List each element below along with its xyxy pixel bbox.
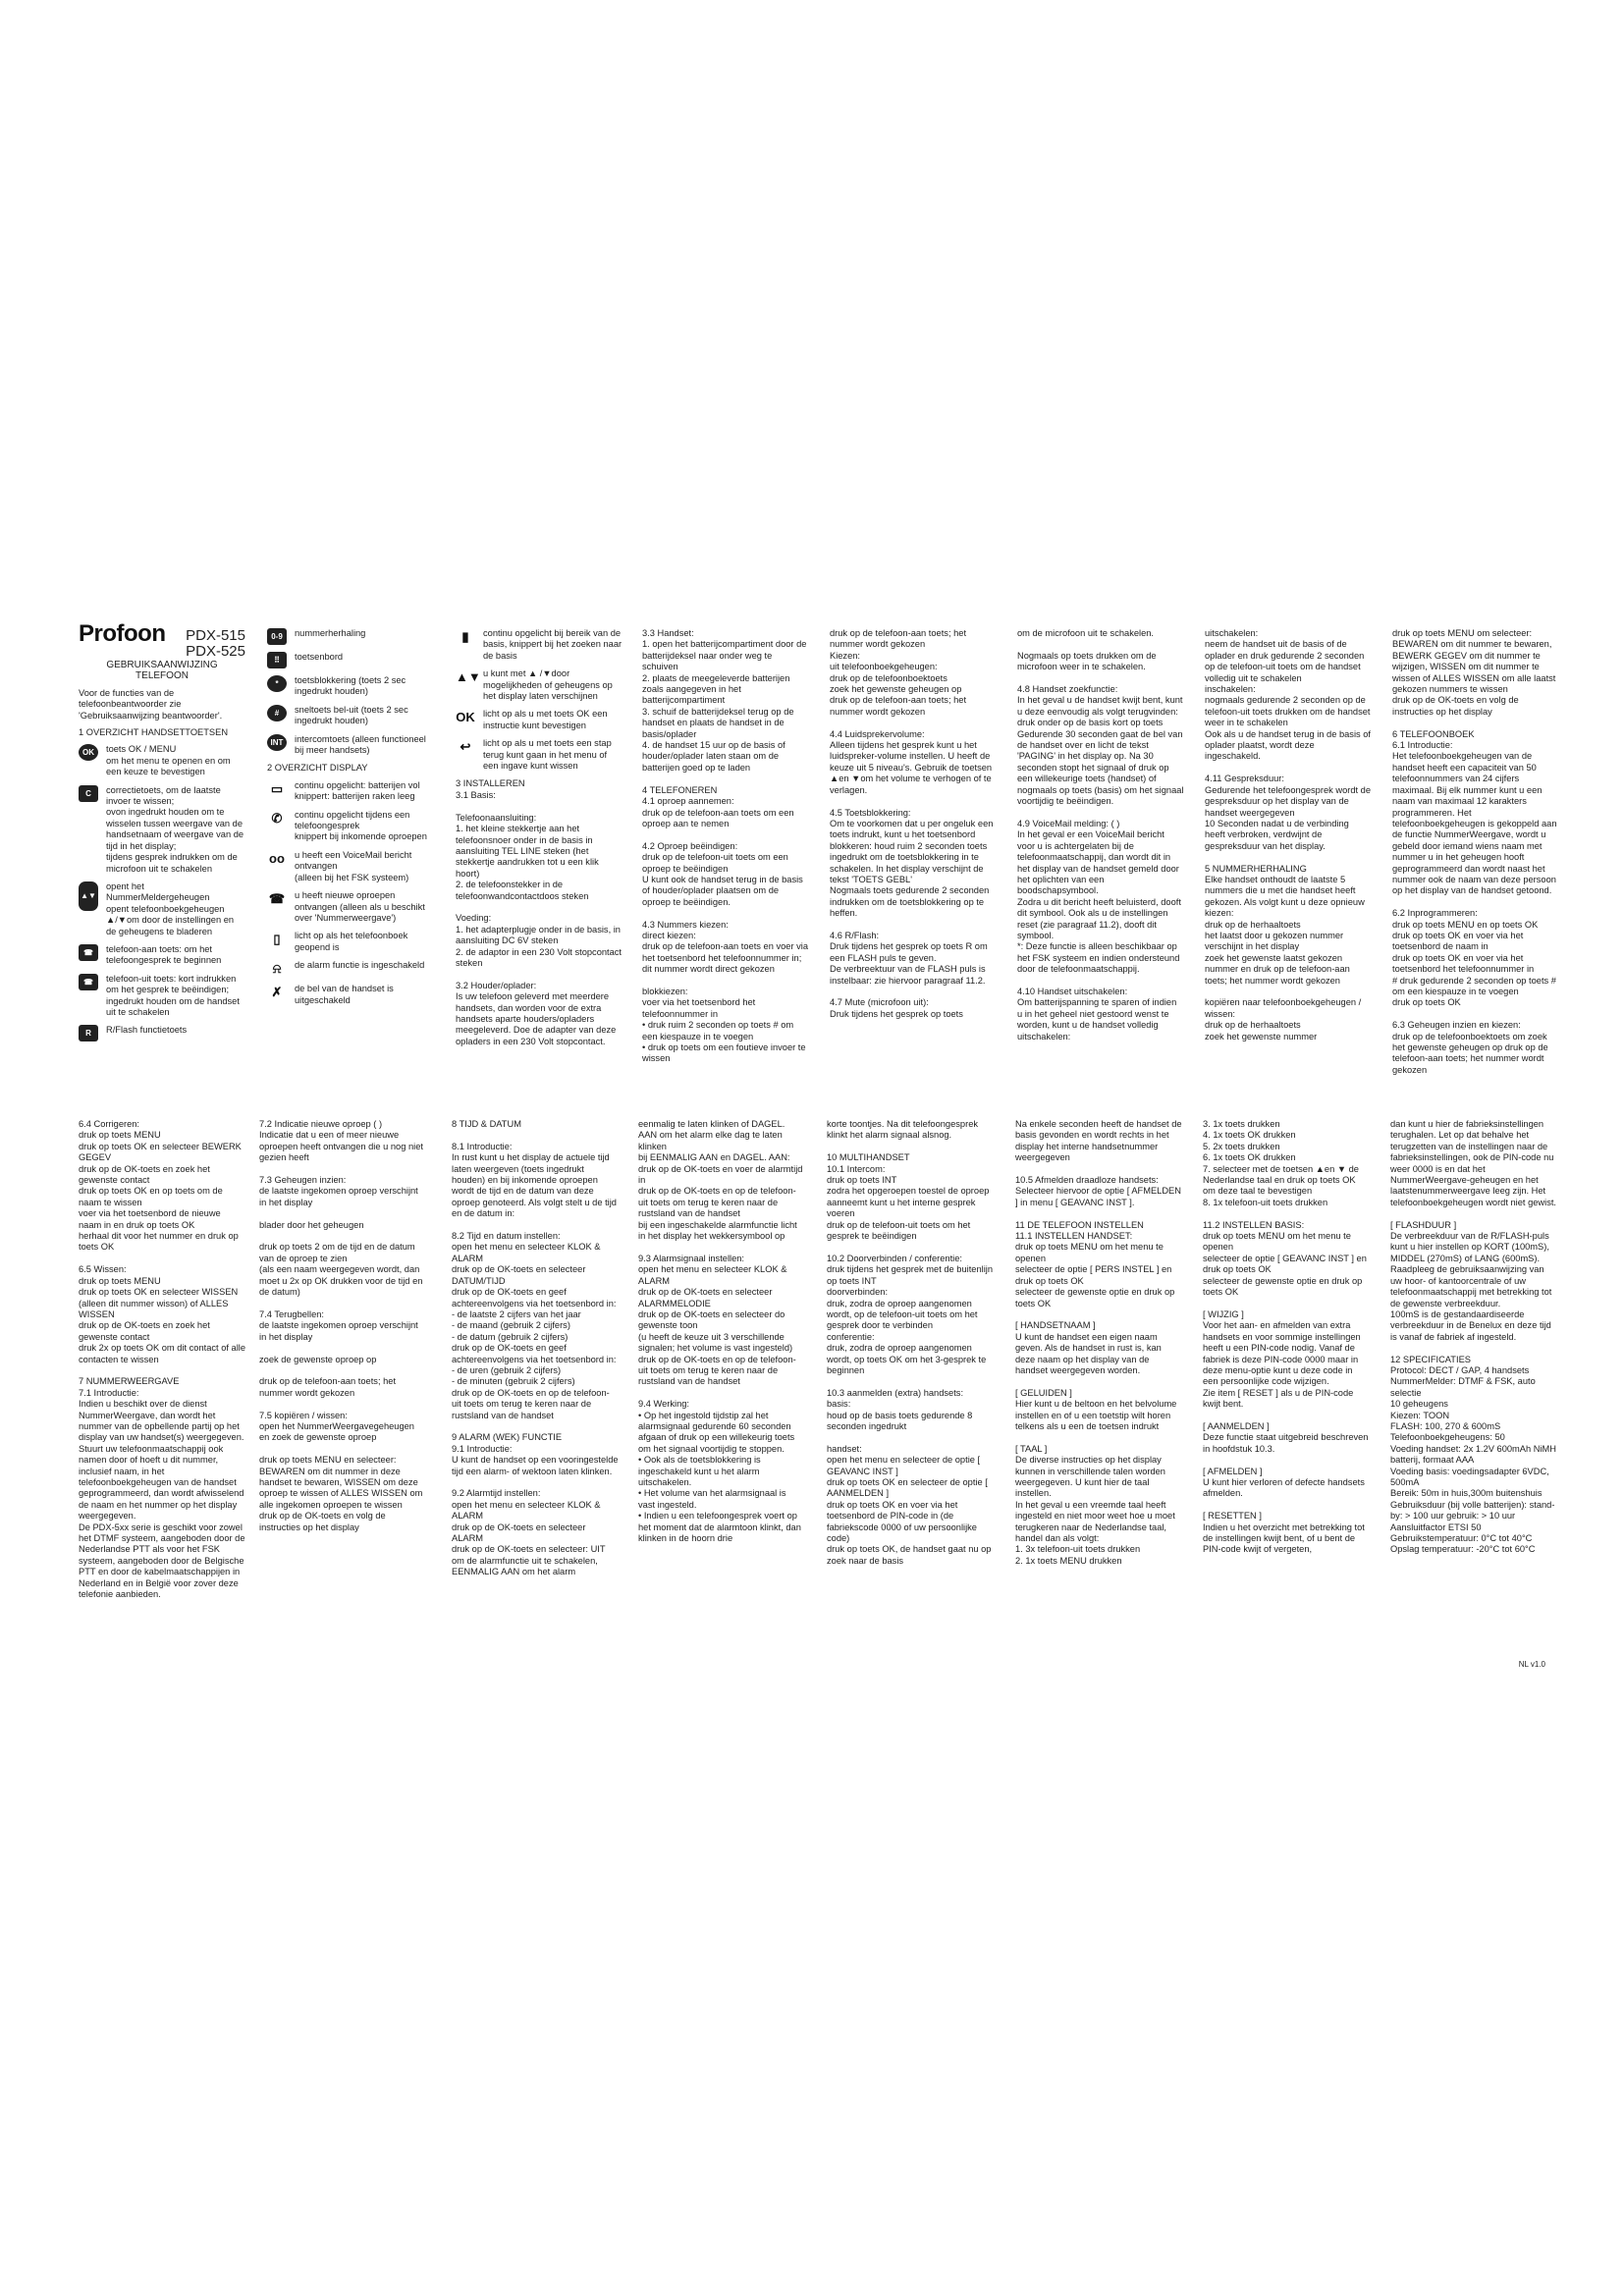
bottom-column-2 [259, 1119, 426, 1539]
intercom-key-icon: INT [267, 734, 287, 751]
column-text: druk op de telefoon-aan toets; het nummer wordt gekozen Kiezen: uit telefoonboekgeheugen: druk op de telefoonboektoets zoek het gewenste geheugen op druk op de telefoon-aan toets; het nummer wordt gekozen 4.4 Luidsprekervolume: Alleen tijdens het gesprek kunt u het luidspreker-volume instellen. U heeft de keuze uit 5 niveau's. Gebruik de toetsen ▲en ▼om het volume te verhogen of te verlagen. 4.5 Toetsblokkering: Om te voorkomen dat u per ongeluk een toets indrukt, kunt u het toetsenbord blokkeren: houd ruim 2 seconden toets ingedrukt om de toetsblokkering in te schakelen. In het display verschijnt de tekst 'TOETS GEBL' Nogmaals toets gedurende 2 seconden indrukken om de toetsblokkering op te heffen. 4.6 R/Flash: Druk tijdens het gesprek op toets R om een FLASH puls te geven. De verbreektuur van de FLASH puls is instelbaar: zie hiervoor paragraaf 11.2. 4.7 Mute (microfoon uit): Druk tijdens het gesprek op toets [830, 628, 994, 1019]
display-ok-row [456, 709, 623, 731]
bottom-column-6 [1015, 1119, 1182, 1573]
ringer-off-icon: ✗ [271, 985, 283, 1000]
model-1: PDX-515 [186, 627, 245, 644]
display-range-row [456, 628, 623, 662]
keypad-row [267, 652, 434, 668]
key-description: intercomtoets (alleen functioneel bij meer handsets) [295, 733, 426, 756]
doc-title: GEBRUIKSAANWIJZING TELEFOON [106, 660, 218, 682]
key-description: sneltoets bel-uit (toets 2 sec ingedrukt houden) [295, 704, 408, 726]
correction-key-icon: C [79, 785, 98, 802]
column-text: dan kunt u hier de fabrieksinstellingen terughalen. Let op dat behalve het terugzetten van de instellingen naar de fabrieksinstellingen, ook de PIN-code nu weer 0000 is en dat het NummerWeergave-geheugen en het laatstenummerweergave leeg zijn. Het telefoonboekgeheugen wordt niet gewist. [ FLASHDUUR ] De verbreekduur van de R/FLASH-puls kunt u hier instellen op KORT (100mS), MIDDEL (270mS) of LANG (600mS). Raadpleeg de gebruiksaanwijzing van uw hoor- of kantoorcentrale of uw telefoonmaatschappij met betrekking tot de gewenste verbreekduur. 100mS is de gestandaardiseerde verbreekduur in de Benelux en deze tijd is vanaf de fabriek af ingesteld. 12 SPECIFICATIES Protocol: DECT / GAP, 4 handsets NummerMelder: DTMF & FSK, auto selectie 10 geheugens Kiezen: TOON FLASH: 100, 270 & 600mS Telefoonboekgeheugens: 50 Voeding handset: 2x 1.2V 600mAh NiMH batterij, formaat AAA Voeding basis: voedingsadapter 6VDC, 500mA Bereik: 50m in huis,300m buitenshuis Gebruiksduur (bij volle batterijen): stand-by: > 100 uur gebruik: > 10 uur Aansluitfactor ETSI 50 Gebruikstemperatuur: 0°C tot 40°C Opslag temperatuur: -20°C tot 60°C [1390, 1119, 1557, 1555]
back-arrow-icon: ↩ [460, 739, 471, 755]
star-key-icon: * [267, 675, 287, 692]
display-battery-row [267, 780, 434, 803]
bottom-column-7 [1203, 1119, 1370, 1562]
key-hangup-row [79, 974, 245, 1019]
display-description: continu opgelicht tijdens een telefoongesprek knippert bij inkomende oproepen [295, 809, 427, 842]
key-navigation-row [79, 881, 245, 937]
up-down-arrows-icon: ▲▼ [456, 669, 481, 685]
top-column-4 [642, 628, 809, 1071]
column-text: uitschakelen: neem de handset uit de basis of de oplader en druk gedurende 2 seconden op de telefoon-uit toets om de handset volledig uit te schakelen inschakelen: nogmaals gedurende 2 seconden op de telefoon-uit toets drukken om de handset weer in te schakelen Ook als u de handset terug in de basis of oplader plaatst, wordt deze ingeschakeld. 4.11 Gespreksduur: Gedurende het telefoongesprek wordt de gespreksduur op het display van de handset weergegeven 10 Seconden nadat u de verbinding heeft verbroken, verdwijnt de gespreksduur van het display. 5 NUMMERHERHALING Elke handset onthoudt de laatste 5 nummers die u met die handset heeft gekozen. Als volgt kunt u deze opnieuw kiezen: druk op de herhaaltoets het laatst door u gekozen nummer verschijnt in het display zoek het gewenste laatst gekozen nummer en druk op de telefoon-aan toets; het nummer wordt gekozen kopiëren naar telefoonboekgeheugen / wissen: druk op de herhaaltoets zoek het gewenste nummer [1205, 628, 1372, 1041]
key-description: telefoon-aan toets: om het telefoongesprek te beginnen [106, 943, 222, 966]
display-description: continu opgelicht bij bereik van de basis, knippert bij het zoeken naar de basis [483, 628, 623, 661]
ok-display-icon: OK [456, 710, 475, 725]
top-column-8 [1392, 628, 1559, 1082]
column-text: Na enkele seconden heeft de handset de basis gevonden en wordt rechts in het display het interne handsetnummer weergegeven 10.5 Afmelden draadloze handsets: Selecteer hiervoor de optie [ AFMELDEN ] in menu [ GEAVANC INST ]. 11 DE TELEFOON INSTELLEN 11.1 INSTELLEN HANDSET: druk op toets MENU om het menu te openen selecteer de optie [ PERS INSTEL ] en druk op toets OK selecteer de gewenste optie en druk op toets OK [ HANDSETNAAM ] U kunt de handset een eigen naam geven. Als de handset in rust is, kan deze naam op het display van de handset weergegeven worden. [ GELUIDEN ] Hier kunt u de beltoon en het belvolume instellen en of u een toetstip wilt horen telkens als u een de toetsen indrukt [ TAAL ] De diverse instructies op het display kunnen in verschillende talen worden weergegeven. U kunt hier de taal instellen. In het geval u een vreemde taal heeft ingesteld en niet moor weet hoe u moet terugkeren naar de Nederlandse taal, handel dan als volgt: 1. 3x telefoon-uit toets drukken 2. 1x toets MENU drukken [1015, 1119, 1182, 1566]
key-ok-row [79, 744, 245, 777]
top-column-6 [1017, 628, 1184, 1048]
voicemail-icon: oo [269, 850, 285, 866]
display-updown-row [456, 668, 623, 702]
display-description: de bel van de handset is uitgeschakeld [295, 984, 394, 1005]
installation-text: 3 INSTALLEREN 3.1 Basis: Telefoonaansluiting: 1. het kleine stekkertje aan het telefoonsnoer onder in de basis in aansluiting TEL LINE steken (het stekkertje aandrukken tot u een klik hoort) 2. de telefoonstekker in de telefoonwandcontactdoos steken Voeding: 1. het adapterplugje onder in de basis, in aansluiting DC 6V steken 2. de adaptor in een 230 Volt stopcontact steken 3.2 Houder/oplader: Is uw telefoon geleverd met meerdere handsets, dan worden voor de extra handsets aparte houders/opladers meegeleverd. Doe de adapter van deze opladers in een 230 Volt stopcontact. [456, 778, 623, 1046]
model-2: PDX-525 [186, 643, 245, 660]
column-text: eenmalig te laten klinken of DAGEL. AAN om het alarm elke dag te laten klinken bij EENMALIG AAN en DAGEL. AAN: druk op de OK-toets en voer de alarmtijd in druk op de OK-toets en op de telefoon-uit toets om terug te keren naar de rustsland van de handset bij een ingeschakelde alarmfunctie licht in het display het wekkersymbool op 9.3 Alarmsignaal instellen: open het menu en selecteer KLOK & ALARM druk op de OK-toets en selecteer ALARMMELODIE druk op de OK-toets en selecteer do gewenste toon (u heeft de keuze uit 3 verschillende signalen; het volume is vast ingesteld) druk op de OK-toets en op de telefoon-uit toets om terug te keren naar de rustsland van de handset 9.4 Werking: • Op het ingestold tijdstip zal het alarmsignaal gedurende 60 seconden afgaan of druk op een willekeurig toets om het signaal voortijdig te stoppen. • Ook als de toetsblokkering is ingeschakeld kunt u het alarm uitschakelen. • Het volume van het alarmsignaal is vast ingesteld. • Indien u een telefoongesprek voert op het moment dat de alarmtoon klinkt, dan klinken in de hoorn drie [638, 1119, 803, 1544]
redial-row [267, 628, 434, 645]
display-back-row [456, 738, 623, 772]
top-column-7 [1205, 628, 1372, 1048]
top-column-5 [830, 628, 997, 1026]
top-sheet [0, 620, 1624, 1129]
display-description: licht op als u met toets een stap terug kunt gaan in het menu of een ingave kunt wissen [483, 738, 612, 772]
column-text: 6.4 Corrigeren: druk op toets MENU druk op toets OK en selecteer BEWERK GEGEV druk op de OK-toets en zoek het gewenste contact druk op toets OK en op toets om de naam te wissen voer via het toetsenbord de nieuwe naam in en druk op toets OK herhaal dit voor het nummer en druk op toets OK 6.5 Wissen: druk op toets MENU druk op toets OK en selecteer WISSEN (alleen dit nummer wisson) of ALLES WISSEN druk op de OK-toets en zoek het gewenste contact druk 2x op toets OK om dit contact of alle contacten te wissen 7 NUMMERWEERGAVE 7.1 Introductie: Indien u beschikt over de dienst NummerWeergave, dan wordt het nummer van de opbellende partij op het display van uw handset(s) weergegeven. Stuurt uw telefoonmaatschappij ook namen door of hoeft u dit nummer, inclusief naam, in het telefoonboekgeheugen van de handset geprogrammeerd, dan wordt afwisselend de naam en het nummer op het display weergegeven. De PDX-5xx serie is geschikt voor zowel het DTMF systeem, aangeboden door de Nederlandse PTT als voor het FSK systeem, aangeboden door de Belgische PTT en door de kabelmaatschappijen in Nederland en in België voor zover deze telefonie aanbieden. [79, 1119, 246, 1600]
signal-icon: ▮ [461, 629, 469, 644]
key-description: nummerherhaling [295, 628, 366, 638]
display-description: u heeft een VoiceMail bericht ontvangen (alleen bij het FSK systeem) [295, 849, 412, 882]
key-description: R/Flash functietoets [106, 1025, 188, 1036]
redial-key-icon: 0-9 [267, 628, 287, 645]
key-flash-row [79, 1025, 245, 1041]
key-description: telefoon-uit toets: kort indrukken om het gesprek te beëindigen; ingedrukt houden om de handset uit te schakelen [106, 973, 240, 1017]
display-call-row [267, 810, 434, 843]
column-text: 8 TIJD & DATUM 8.1 Introductie: In rust kunt u het display de actuele tijd laten weergeven (toets ingedrukt houden) en bij inkomende oproepen wordt de tijd en de datum van deze oproep genoteerd. Als volgt stelt u de tijd en de datum in: 8.2 Tijd en datum instellen: open het menu en selecteer KLOK & ALARM druk op de OK-toets en selecteer DATUM/TIJD druk op de OK-toets en geef achtereenvolgens via het toetsenbord in: - de laatste 2 cijfers van het jaar - de maand (gebruik 2 cijfers) - de datum (gebruik 2 cijfers) druk op de OK-toets en geef achtereenvolgens via het toetsenbord in: - de uren (gebruik 2 cijfers) - de minuten (gebruik 2 cijfers) druk op de OK-toets en op de telefoon-uit toets om terug te keren naar de rustsland van de handset 9 ALARM (WEK) FUNCTIE 9.1 Introductie: U kunt de handset op een vooringestelde tijd een alarm- of wektoon laten klinken. 9.2 Alarmtijd instellen: open het menu en selecteer KLOK & ALARM druk op de OK-toets en selecteer ALARM druk op de OK-toets en selecteer: UIT om de alarmfunctie uit te schakelen, EENMALIG AAN om het alarm [452, 1119, 619, 1577]
display-phonebook-row [267, 931, 434, 953]
key-call-row [79, 944, 245, 967]
handset-icon: ✆ [271, 810, 283, 826]
battery-icon: ▭ [270, 780, 284, 796]
brand-logo: Profoon [79, 620, 166, 647]
column-text: om de microfoon uit te schakelen. Nogmaals op toets drukken om de microfoon weer in te schakelen. 4.8 Handset zoekfunctie: In het geval u de handset kwijt bent, kunt u deze eenvoudig als volgt terugvinden: druk onder op de basis kort op toets Gedurende 30 seconden gaat de bel van de handset over en licht de tekst 'PAGING' in het display op. Na 30 seconden stopt het signaal of druk op een willekeurige toets (handset) of nogmaals op toets (basis) om het signaal voortijdig te beëindigen. 4.9 VoiceMail melding: ( ) In het geval er een VoiceMail bericht voor u is achtergelaten bij de telefoonmaatschappij, dan wordt dit in het display van de handset gemeld door het oplichten van een boodschapsymbool. Zodra u dit bericht heeft beluisterd, dooft dit symbool. Ook als u de instellingen reset (zie paragraaf 11.2), dooft dit symbool. *: Deze functie is alleen beschikbaar op het FSK systeem en indien ondersteund door de telefoonmaatschappij. 4.10 Handset uitschakelen: Om batterijspanning te sparen of indien u in het geheel niet gestoord wenst te worden, kunt u de handset volledig uitschakelen: [1017, 628, 1184, 1041]
key-description: opent het NummerMeldergeheugen opent telefoonboekgeheugen ▲/▼om door de instellingen en de geheugens te bladeren [106, 881, 235, 936]
hash-key-icon: # [267, 705, 287, 721]
ok-key-icon: OK [79, 744, 98, 761]
phone-off-key-icon: ☎ [79, 974, 98, 990]
display-description: licht op als u met toets OK een instructie kunt bevestigen [483, 709, 608, 730]
bottom-column-1 [79, 1119, 245, 1606]
column-text: 3. 1x toets drukken 4. 1x toets OK drukken 5. 2x toets drukken 6. 1x toets OK drukken 7. selecteer met de toetsen ▲en ▼ de Nederlandse taal en druk op toets OK om deze taal te bevestigen 8. 1x telefoon-uit toets drukken 11.2 INSTELLEN BASIS: druk op toets MENU om het menu te openen selecteer de optie [ GEAVANC INST ] en druk op toets OK selecteer de gewenste optie en druk op toets OK [ WIJZIG ] Voor het aan- en afmelden van extra handsets en voor sommige instellingen heeft u een PIN-code nodig. Vanaf de fabriek is deze PIN-code 0000 maar in deze menu-optie kunt u deze code in een persoonlijke code wijzigen. Zie item [ RESET ] als u de PIN-code kwijt bent. [ AANMELDEN ] Deze functie staat uitgebreid beschreven in hoofdstuk 10.3. [ AFMELDEN ] U kunt hier verloren of defecte handsets afmelden. [ RESETTEN ] Indien u het overzicht met betrekking tot de instellingen kwijt bent, of u bent de PIN-code kwijt of vergeten, [1203, 1119, 1369, 1555]
key-description: toets OK / MENU om het menu te openen en om een keuze te bevestigen [106, 744, 231, 777]
display-description: u heeft nieuwe oproepen ontvangen (alleen als u beschikt over 'Nummerweergave') [295, 890, 425, 923]
new-calls-icon: ☎ [268, 891, 286, 907]
display-description: licht op als het telefoonboek geopend is [295, 931, 408, 952]
top-column-1 [79, 620, 245, 1048]
column-text: 7.2 Indicatie nieuwe oproep ( ) Indicatie dat u een of meer nieuwe oproepen heeft ontvangen die u nog niet gezien heeft 7.3 Geheugen inzien: de laatste ingekomen oproep verschijnt in het display blader door het geheugen druk op toets 2 om de tijd en de datum van de oproep te zien (als een naam weergegeven wordt, dan moet u 2x op OK drukken voor de tijd en de datum) 7.4 Terugbellen: de laatste ingekomen oproep verschijnt in het display zoek de gewenste oproep op druk op de telefoon-aan toets; het nummer wordt gekozen 7.5 kopiëren / wissen: open het NummerWeergavegeheugen en zoek de gewenste oproep druk op toets MENU en selecteer: BEWAREN om dit nummer in deze handset te bewaren, WISSEN om deze oproep te wissen of ALLES WISSEN om alle ingekomen oproepen te wissen druk op de OK-toets en volg de instructies op het display [259, 1119, 423, 1532]
bottom-sheet [0, 1119, 1624, 1669]
bottom-column-4 [638, 1119, 805, 1550]
section-heading: 2 OVERZICHT DISPLAY [267, 763, 368, 774]
intercom-row [267, 734, 434, 757]
display-ringer-off-row [267, 984, 434, 1006]
display-voicemail-row [267, 850, 434, 883]
display-description: de alarm functie is ingeschakeld [295, 960, 425, 971]
key-description: correctietoets, om de laatste invoer te wissen; ovon ingedrukt houden om te wisselen tussen weergave van de handsetnaam of weergave van de tijd in het display; tijdens gesprek indrukken om de microfoon uit te schakelen [106, 784, 244, 874]
display-description: u kunt met ▲ /▼door mogelijkheden of geheugens op het display laten verschijnen [483, 668, 613, 702]
top-column-3 [456, 628, 623, 1053]
display-newcalls-row [267, 890, 434, 924]
display-description: continu opgelicht: batterijen vol knippert: batterijen raken leeg [295, 779, 420, 802]
top-column-2 [267, 628, 434, 1013]
speeddial-row [267, 705, 434, 727]
bottom-column-3 [452, 1119, 619, 1584]
intro-text: Voor de functies van de telefoonbeantwoorder zie 'Gebruiksaanwijzing beantwoorder'. [79, 687, 223, 721]
alarm-bell-icon: ⍾ [272, 961, 282, 977]
keylock-row [267, 675, 434, 698]
column-text: 3.3 Handset: 1. open het batterijcompartiment door de batterijdeksel naar onder weg te schuiven 2. plaats de meegeleverde batterijen zoals aangegeven in het batterijcompartiment 3. schuif de batterijdeksel terug op de handset en plaats de handset in de basis/oplader 4. de handset 15 uur op de basis of houder/oplader laten staan om de batterijen goed op te laden 4 TELEFONEREN 4.1 oproep aannemen: druk op de telefoon-aan toets om een oproep aan te nemen 4.2 Oproep beëindigen: druk op de telefoon-uit toets om een oproep te beëindigen U kunt ook de handset terug in de basis of houder/oplader plaatsen om de oproep te beëindigen. 4.3 Nummers kiezen: direct kiezen: druk op de telefoon-aan toets en voer via het toetsenbord het telefoonnummer in; dit nummer wordt direct gekozen blokkiezen: voer via het toetsenbord het telefoonnummer in • druk ruim 2 seconden op toets # om een kiespauze in te voegen • druk op toets om een foutieve invoer te wissen [642, 628, 809, 1064]
section-heading: 1 OVERZICHT HANDSETTOETSEN [79, 727, 229, 738]
phone-on-key-icon: ☎ [79, 944, 98, 961]
flash-key-icon: R [79, 1025, 98, 1041]
key-correction-row [79, 785, 245, 875]
model-numbers [186, 628, 245, 660]
bottom-column-5 [827, 1119, 994, 1573]
key-description: toetsenbord [295, 652, 344, 662]
navigation-key-icon: ▲▼ [79, 881, 98, 911]
bottom-column-8 [1390, 1119, 1557, 1562]
keypad-icon: ⠿ [267, 652, 287, 668]
version-label: NL v1.0 [1518, 1660, 1545, 1669]
key-description: toetsblokkering (toets 2 sec ingedrukt houden) [295, 675, 406, 697]
display-alarm-row [267, 960, 434, 977]
brand-header [79, 620, 245, 660]
column-text: druk op toets MENU om selecteer: BEWAREN om dit nummer te bewaren, BEWERK GEGEV om dit nummer te wijzigen, WISSEN om dit nummer te wissen of ALLES WISSEN om alle laatst gekozen nummers te wissen druk op de OK-toets en volg de instructies op het display 6 TELEFOONBOEK 6.1 Introductie: Het telefoonboekgeheugen van de handset heeft een capaciteit van 50 telefoonnummers van 24 cijfers maximaal. Bij elk nummer kunt u een naam van maximaal 12 karakters programmeren. Het telefoonboekgeheugen is gekoppeld aan de functie NummerWeergave, wordt u gebeld door iemand wiens naam met nummer u in het geheugen hooft geprogrammeerd dan wordt naast het nummer ook de naam van deze persoon op het display van de handset getoond. 6.2 Inprogrammeren: druk op toets MENU en op toets OK druk op toets OK en voer via het toetsenbord de naam in druk op toets OK en voer via het toetsenbord het telefoonnummer in # druk gedurende 2 seconden op toets # om een kiespauze in te voegen druk op toets OK 6.3 Geheugen inzien en kiezen: druk op de telefoonboektoets om zoek het gewenste geheugen op druk op de telefoon-aan toets; het nummer wordt gekozen [1392, 628, 1557, 1075]
phonebook-icon: ▯ [273, 932, 281, 947]
column-text: korte toontjes. Na dit telefoongesprek klinkt het alarm signaal alsnog. 10 MULTIHANDSET 10.1 Intercom: druk op toets INT zodra het opgeroepen toestel de oproep aanneemt kunt u het interne gesprek voeren druk op de telefoon-uit toets om het gesprek te beëindigen 10.2 Doorverbinden / conferentie: druk tijdens het gesprek met de buitenlijn op toets INT doorverbinden: druk, zodra de oproep aangenomen wordt, op de telefoon-uit toets om het gesprek door te verbinden conferentie: druk, zodra de oproep aangenomen wordt, op toets OK om het 3-gesprek te beginnen 10.3 aanmelden (extra) handsets: basis: houd op de basis toets gedurende 8 seconden ingedrukt handset: open het menu en selecteer de optie [ GEAVANC INST ] druk op toets OK en selecteer de optie [ AANMELDEN ] druk op toets OK en voer via het toetsenbord de PIN-code in (de fabriekscode 0000 of uw persoonlijke code) druk op toets OK, de handset gaat nu op zoek naar de basis [827, 1119, 993, 1566]
